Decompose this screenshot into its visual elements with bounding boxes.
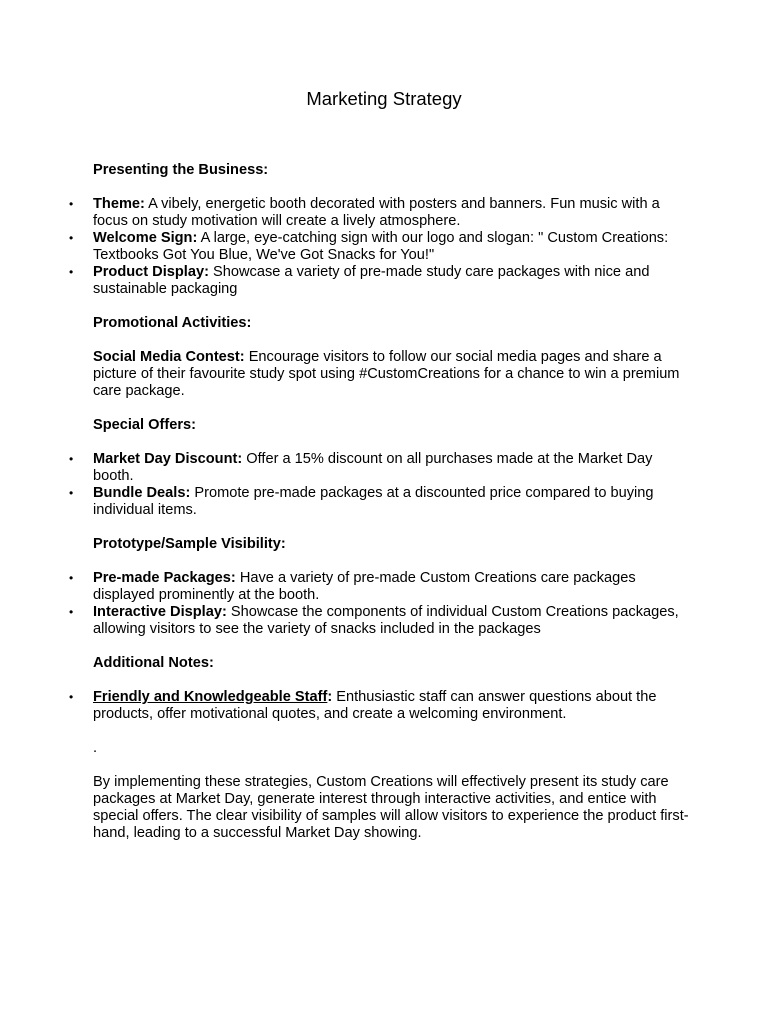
section-heading-notes: Additional Notes: xyxy=(93,655,214,671)
presenting-list xyxy=(69,196,693,298)
dot-line: . xyxy=(93,740,98,756)
section-heading-prototype: Prototype/Sample Visibility: xyxy=(93,536,286,552)
item-text: Showcase the components of individual Custom Creations packages, allowing visitors to see the variety of snacks included in the packages xyxy=(93,604,679,637)
list-item xyxy=(69,485,693,519)
item-text: A vibely, energetic booth decorated with posters and banners. Fun music with a focus on study motivation will create a lively atmosphere. xyxy=(93,196,660,229)
notes-list xyxy=(69,689,693,723)
page-title: Marketing Strategy xyxy=(306,88,462,109)
item-term: Interactive Display: xyxy=(93,604,227,620)
bullet-icon: • xyxy=(69,571,74,585)
item-term-colon: : xyxy=(327,689,333,705)
section-heading-offers: Special Offers: xyxy=(93,417,197,433)
bullet-icon: • xyxy=(69,197,74,211)
bullet-icon: • xyxy=(69,231,74,245)
bullet-icon: • xyxy=(69,690,74,704)
section-heading-promotional: Promotional Activities: xyxy=(93,315,252,331)
list-item xyxy=(69,604,693,638)
offers-list xyxy=(69,451,693,519)
item-text: Promote pre-made packages at a discounted price compared to buying individual items. xyxy=(93,485,654,518)
item-text: A large, eye-catching sign with our logo and slogan: " Custom Creations: Textbooks Got You Blue, We've Got Snacks for You!" xyxy=(93,230,669,263)
list-item xyxy=(69,570,693,604)
item-term: Product Display: xyxy=(93,264,209,280)
prototype-list xyxy=(69,570,693,638)
list-item xyxy=(69,230,693,264)
item-text: Offer a 15% discount on all purchases made at the Market Day booth. xyxy=(93,451,653,484)
bullet-icon: • xyxy=(69,265,74,279)
conclusion-paragraph: By implementing these strategies, Custom Creations will effectively present its study care packages at Market Day, generate interest through interactive activities, and entice with special offers. The clear visibility of samples will allow visitors to experience the product first-hand, leading to a successful Market Day showing. xyxy=(93,774,689,841)
item-text: Enthusiastic staff can answer questions about the products, offer motivational quotes, and create a welcoming environment. xyxy=(93,689,657,722)
list-item xyxy=(69,689,693,723)
item-text: Showcase a variety of pre-made study care packages with nice and sustainable packaging xyxy=(93,264,650,297)
item-text: Encourage visitors to follow our social media pages and share a picture of their favourite study spot using #CustomCreations for a chance to win a premium care package. xyxy=(93,349,680,399)
item-term: Welcome Sign: xyxy=(93,230,198,246)
document-body xyxy=(69,162,693,842)
list-item xyxy=(69,451,693,485)
promotional-paragraph xyxy=(93,349,693,400)
item-term: Friendly and Knowledgeable Staff xyxy=(93,689,328,705)
item-text: Have a variety of pre-made Custom Creations care packages displayed prominently at the booth. xyxy=(93,570,636,603)
item-term: Social Media Contest: xyxy=(93,349,245,365)
list-item xyxy=(69,264,693,298)
bullet-icon: • xyxy=(69,452,74,466)
item-term: Bundle Deals: xyxy=(93,485,191,501)
item-term: Market Day Discount: xyxy=(93,451,243,467)
section-heading-presenting: Presenting the Business: xyxy=(93,162,269,178)
bullet-icon: • xyxy=(69,605,74,619)
item-term: Theme: xyxy=(93,196,145,212)
item-term: Pre-made Packages: xyxy=(93,570,236,586)
bullet-icon: • xyxy=(69,486,74,500)
list-item xyxy=(69,196,693,230)
